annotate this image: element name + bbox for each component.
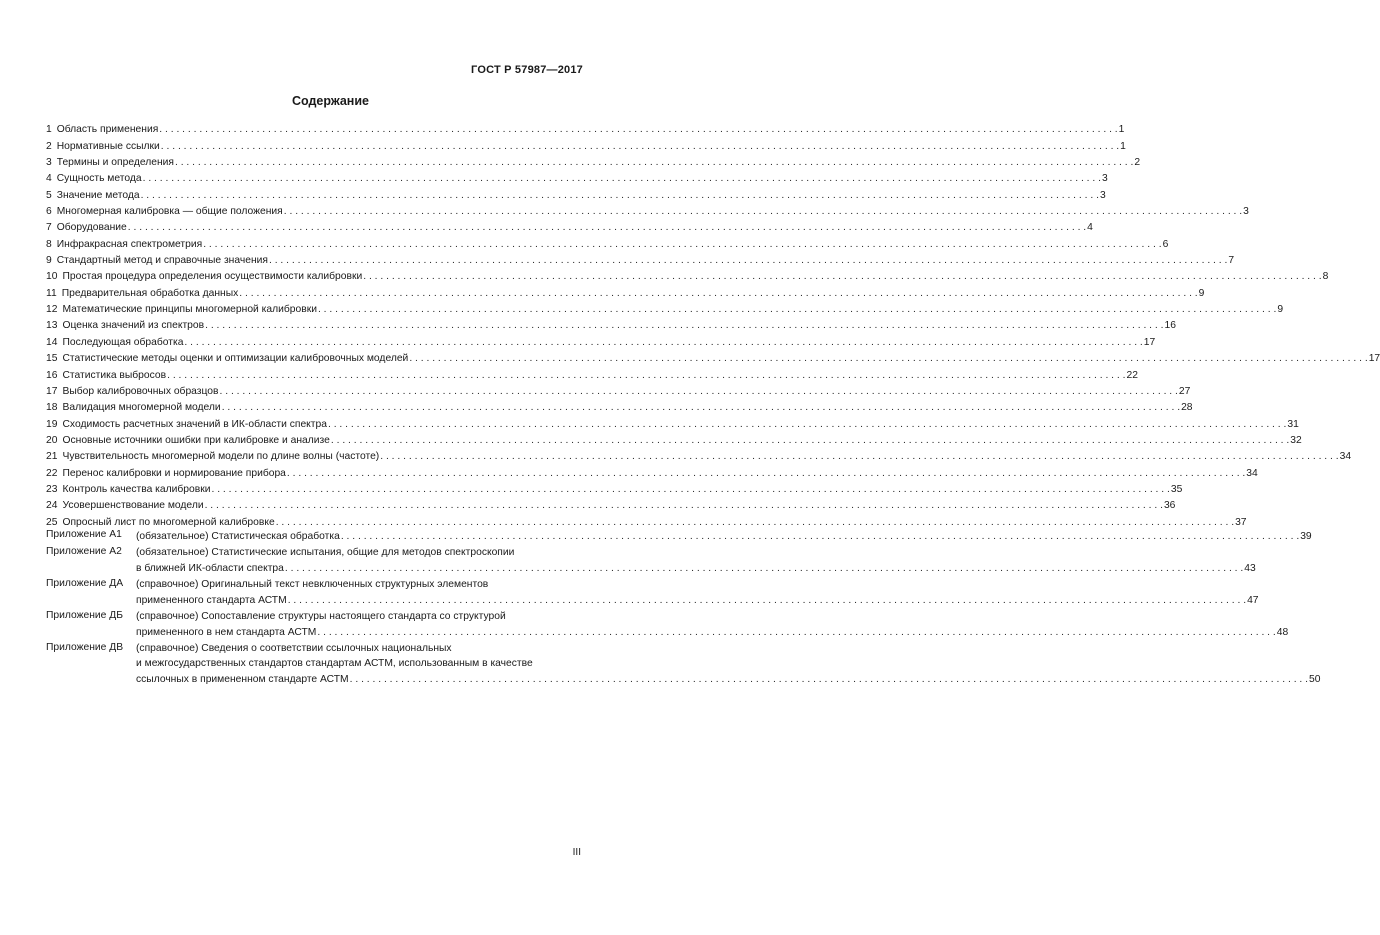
appendix-title-text: в ближней ИК-области спектра	[136, 562, 284, 574]
toc-entry-number: 25	[46, 516, 58, 528]
toc-entry-label: Валидация многомерной модели	[62, 402, 221, 414]
toc-entry-number: 2	[46, 140, 52, 152]
toc-entry-page: 1	[1118, 124, 1125, 136]
dot-leader	[211, 483, 1169, 496]
dot-leader	[205, 319, 1163, 332]
toc-entry-label: Оборудование	[56, 222, 127, 234]
toc-entry-label: Последующая обработка	[62, 336, 184, 348]
dot-leader	[143, 172, 1101, 185]
toc-entry	[46, 463, 1258, 479]
toc-entry-number: 17	[46, 385, 58, 397]
toc-entry-page: 22	[1126, 369, 1138, 381]
toc-entry-number: 5	[46, 189, 52, 201]
toc-entry	[46, 365, 1138, 381]
toc-entry-page: 3	[1101, 173, 1108, 185]
toc-entry-page: 17	[1143, 336, 1156, 348]
toc-entry-label: Нормативные ссылки	[56, 140, 160, 152]
page-number: III	[572, 847, 581, 858]
document-number: ГОСТ Р 57987—2017	[471, 64, 583, 76]
dot-leader	[220, 385, 1178, 398]
appendix-title-line	[136, 625, 1288, 640]
toc-entry-label: Область применения	[56, 124, 159, 136]
appendix-title-text: ссылочных в примененном стандарте АСТМ	[136, 673, 349, 685]
toc-entry-label: Многомерная калибровка — общие положения	[56, 206, 283, 218]
toc-entry-number: 19	[46, 418, 58, 430]
toc-entry-label: Опросный лист по многомерной калибровке	[62, 516, 275, 528]
dot-leader	[205, 499, 1163, 512]
toc-entry-page: 9	[1277, 304, 1284, 316]
appendix-page: 48	[1276, 626, 1289, 638]
toc-sections	[46, 120, 1380, 529]
toc-entry-label: Усовершенствование модели	[62, 500, 204, 512]
dot-leader	[167, 369, 1125, 382]
toc-entry	[46, 414, 1299, 430]
toc-entry-number: 14	[46, 336, 58, 348]
toc-entry-number: 21	[46, 451, 58, 463]
appendix-prefix: Приложение ДВ	[46, 641, 124, 653]
toc-entry	[46, 283, 1205, 299]
toc-entry	[46, 480, 1183, 496]
toc-entry	[46, 316, 1176, 332]
page-title: Содержание	[291, 94, 369, 108]
appendix-title-line	[136, 672, 1320, 687]
dot-leader	[284, 205, 1242, 218]
dot-leader	[128, 221, 1086, 234]
appendix-title-line	[136, 561, 1256, 576]
toc-entry-number: 3	[46, 157, 52, 169]
toc-entry-label: Простая процедура определения осуществимости калибровки	[62, 271, 363, 283]
toc-entry-label: Значение метода	[56, 189, 140, 201]
dot-leader	[331, 434, 1289, 447]
dot-leader	[269, 254, 1227, 267]
toc-entry-number: 12	[46, 304, 58, 316]
toc-entry-page: 8	[1322, 271, 1329, 283]
toc-entry	[46, 136, 1126, 152]
toc-entry-page: 3	[1243, 206, 1249, 218]
dot-leader	[288, 594, 1246, 608]
toc-entry-number: 10	[46, 271, 58, 283]
dot-leader	[363, 270, 1321, 283]
appendix-entry	[46, 641, 1321, 687]
table-of-contents	[46, 120, 1380, 687]
toc-entry	[46, 251, 1235, 267]
toc-entry	[46, 218, 1093, 234]
toc-entry	[46, 300, 1284, 316]
appendix-page: 47	[1247, 594, 1259, 606]
appendix-title-text: примененного в нем стандарта АСТМ	[136, 626, 317, 638]
toc-entry-label: Выбор калибровочных образцов	[62, 385, 219, 397]
toc-entry	[46, 382, 1191, 398]
toc-entry-label: Термины и определения	[56, 157, 174, 169]
toc-entry-page: 34	[1339, 451, 1352, 463]
toc-entry-number: 13	[46, 320, 58, 332]
toc-entry	[46, 431, 1302, 447]
appendix-page: 50	[1309, 673, 1321, 685]
toc-entry-page: 36	[1163, 500, 1176, 512]
toc-entry	[46, 234, 1169, 250]
dot-leader	[350, 673, 1308, 687]
appendix-title-line: (справочное) Оригинальный текст невключенных структурных элементов	[136, 578, 489, 590]
dot-leader	[328, 418, 1286, 431]
appendix-body	[136, 610, 1288, 640]
dot-leader	[276, 516, 1234, 529]
toc-entry-label: Сходимость расчетных значений в ИК-области спектра	[62, 418, 327, 430]
toc-entry-number: 8	[46, 238, 52, 250]
toc-entry-label: Контроль качества калибровки	[62, 483, 211, 495]
dot-leader	[239, 287, 1197, 300]
toc-entry-label: Чувствительность многомерной модели по длине волны (частоте)	[62, 451, 380, 463]
toc-entry-label: Сущность метода	[56, 173, 142, 185]
dot-leader	[222, 401, 1180, 414]
toc-entry-page: 9	[1198, 287, 1205, 299]
toc-entry-number: 1	[46, 124, 52, 136]
toc-entry-page: 34	[1246, 467, 1258, 479]
toc-entry-page: 27	[1178, 385, 1191, 397]
toc-entry	[46, 447, 1352, 463]
appendix-title-text: примененного стандарта АСТМ	[136, 594, 287, 606]
dot-leader	[318, 303, 1276, 316]
appendix-page: 39	[1300, 530, 1312, 542]
appendix-title-line: (справочное) Сопоставление структуры настоящего стандарта со структурой	[136, 610, 506, 622]
appendix-title-line: и межгосударственных стандартов стандартам АСТМ, использованным в качестве	[136, 657, 533, 669]
toc-entry-number: 9	[46, 255, 52, 267]
toc-entry-number: 4	[46, 173, 52, 185]
toc-entry-page: 17	[1368, 353, 1380, 365]
toc-entry	[46, 349, 1380, 365]
toc-entry-number: 16	[46, 369, 58, 381]
toc-entry-number: 23	[46, 483, 58, 495]
toc-entry-page: 35	[1170, 483, 1183, 495]
toc-entry-page: 16	[1164, 320, 1176, 332]
toc-entry	[46, 153, 1141, 169]
dot-leader	[287, 467, 1245, 480]
appendix-prefix: Приложение А1	[46, 528, 122, 540]
toc-appendices	[46, 528, 1321, 687]
toc-entry-page: 28	[1181, 402, 1193, 414]
dot-leader	[159, 123, 1117, 136]
toc-entry-page: 32	[1290, 434, 1302, 446]
toc-entry	[46, 202, 1249, 218]
dot-leader	[317, 626, 1275, 640]
toc-entry-label: Предварительная обработка данных	[61, 287, 239, 299]
appendix-entry	[46, 577, 1259, 608]
toc-entry-number: 22	[46, 467, 58, 479]
toc-entry	[46, 332, 1156, 348]
toc-entry-number: 18	[46, 402, 58, 414]
toc-entry-page: 2	[1134, 157, 1141, 169]
toc-entry-number: 6	[46, 206, 52, 218]
toc-entry-label: Математические принципы многомерной калибровки	[62, 304, 317, 316]
toc-entry-label: Основные источники ошибки при калибровке и анализе	[62, 434, 330, 446]
toc-entry-label: Статистические методы оценки и оптимизации калибровочных моделей	[62, 353, 409, 365]
toc-entry-page: 4	[1087, 222, 1093, 234]
dot-leader	[184, 336, 1142, 349]
dot-leader	[380, 450, 1338, 463]
appendix-entry	[46, 545, 1256, 576]
toc-entry-page: 37	[1235, 516, 1247, 528]
toc-entry-label: Перенос калибровки и нормирование прибора	[62, 467, 286, 479]
toc-entry-page: 3	[1099, 189, 1106, 201]
toc-entry-page: 7	[1228, 255, 1235, 267]
appendix-page: 43	[1244, 562, 1256, 574]
dot-leader	[341, 530, 1299, 544]
toc-entry-label: Статистика выбросов	[62, 369, 167, 381]
appendix-title-line	[136, 593, 1259, 608]
toc-entry-number: 20	[46, 434, 58, 446]
toc-entry-page: 31	[1287, 418, 1299, 430]
appendix-prefix: Приложение ДБ	[46, 609, 123, 621]
toc-entry-number: 7	[46, 222, 52, 234]
dot-leader	[161, 140, 1119, 153]
appendix-body	[136, 578, 1259, 608]
appendix-entry	[46, 528, 1312, 544]
appendix-title-text: (обязательное) Статистическая обработка	[136, 530, 340, 542]
toc-entry	[46, 185, 1106, 201]
dot-leader	[285, 562, 1243, 576]
toc-entry	[46, 398, 1193, 414]
toc-entry	[46, 496, 1176, 512]
toc-entry-number: 15	[46, 353, 58, 365]
dot-leader	[203, 238, 1161, 251]
appendix-title-line	[136, 529, 1312, 544]
appendix-prefix: Приложение А2	[46, 545, 122, 557]
dot-leader	[175, 156, 1133, 169]
appendix-title-line: (обязательное) Статистические испытания, общие для методов спектроскопии	[136, 546, 515, 558]
dot-leader	[141, 189, 1099, 202]
appendix-body	[136, 546, 1256, 576]
appendix-title-line: (справочное) Сведения о соответствии ссылочных национальных	[136, 642, 452, 654]
appendix-body	[136, 529, 1312, 544]
appendix-body	[136, 642, 1320, 687]
appendix-entry	[46, 609, 1289, 640]
toc-entry	[46, 169, 1108, 185]
toc-entry	[46, 120, 1125, 136]
toc-entry	[46, 267, 1329, 283]
toc-entry-label: Стандартный метод и справочные значения	[56, 255, 268, 267]
toc-entry-number: 24	[46, 500, 58, 512]
toc-entry-page: 1	[1120, 140, 1126, 152]
toc-entry-label: Инфракрасная спектрометрия	[56, 238, 203, 250]
dot-leader	[409, 352, 1367, 365]
toc-entry-label: Оценка значений из спектров	[62, 320, 205, 332]
appendix-prefix: Приложение ДА	[46, 577, 124, 589]
toc-entry-number: 11	[46, 287, 57, 299]
toc-entry-page: 6	[1162, 238, 1169, 250]
toc-entry	[46, 512, 1247, 528]
